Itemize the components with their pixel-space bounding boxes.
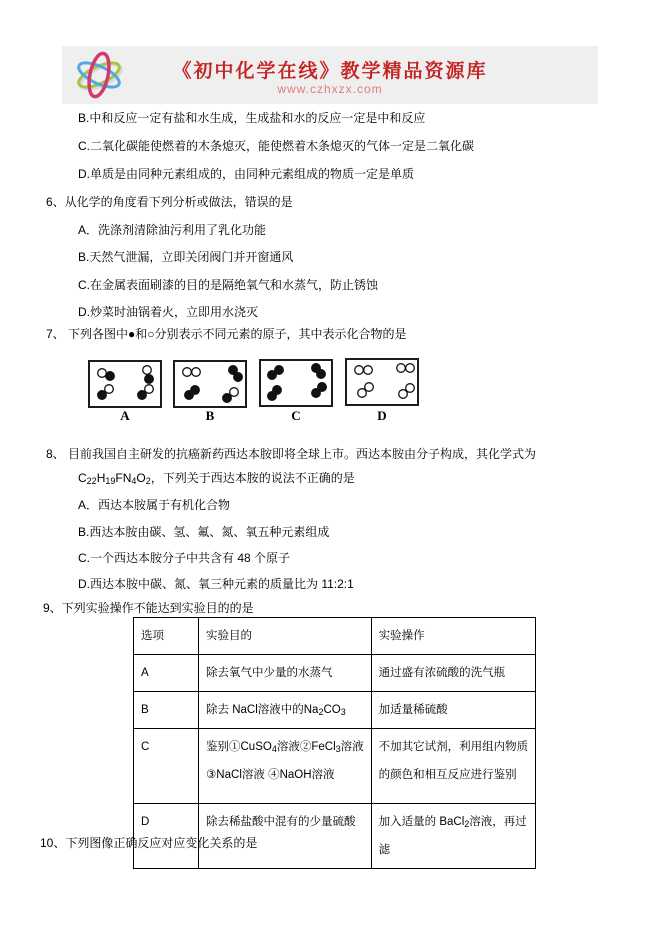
q6-option-b: B.天然气泄漏，立即关闭阀门并开窗通风	[78, 250, 294, 264]
q7-stem: 7、 下列各图中●和○分别表示不同元素的原子，其中表示化合物的是	[46, 327, 407, 341]
site-title: 《初中化学在线》教学精品资源库	[172, 61, 488, 82]
row-c-option: C	[134, 729, 199, 804]
q5-option-c: C.二氧化碳能使燃着的木条熄灭，能使燃着木条熄灭的气体一定是二氧化碳	[78, 139, 475, 153]
row-c-purpose: 鉴别①CuSO$_4$溶液②FeCl$_3$溶液 ③NaCl溶液 ④NaOH溶液	[199, 729, 372, 804]
q7-molecule-diagram-c	[259, 359, 333, 407]
q7-diagram-label-c: C	[291, 408, 301, 423]
q6-option-a: A．洗涤剂清除油污利用了乳化功能	[78, 223, 267, 237]
header-purpose: 实验目的	[199, 618, 372, 655]
q8-option-b: B.西达本胺由碳、氢、氟、氮、氧五种元素组成	[78, 525, 330, 539]
table-row	[134, 729, 536, 804]
site-url: www.czhxzx.com	[277, 82, 383, 96]
q7-diagram-label-b: B	[205, 408, 215, 423]
q6-option-c: C.在金属表面刷漆的目的是隔绝氧气和水蒸气，防止锈蚀	[78, 278, 379, 292]
q8-option-a: A．西达本胺属于有机化合物	[78, 498, 231, 512]
q5-option-d: D.单质是由同种元素组成的，由同种元素组成的物质一定是单质	[78, 167, 415, 181]
table-row	[134, 692, 536, 729]
q7-diagram-label-a: A	[120, 408, 130, 423]
row-a-operation: 通过盛有浓硫酸的洗气瓶	[371, 655, 536, 692]
q8-formula-line: $C_{22}H_{19}FN_4O_2$，下列关于西达本胺的说法不正确的是	[78, 471, 355, 486]
row-d-purpose: 除去稀盐酸中混有的少量硫酸	[199, 804, 372, 869]
row-d-operation: 加入适量的 BaCl$_2$溶液，再过 滤	[371, 804, 536, 869]
q9-stem: 9、下列实验操作不能达到实验目的的是	[43, 601, 254, 615]
row-b-option: B	[134, 692, 199, 729]
row-d-option: D	[134, 804, 199, 869]
header-option: 选项	[134, 618, 199, 655]
q5-option-b: B.中和反应一定有盐和水生成，生成盐和水的反应一定是中和反应	[78, 111, 426, 125]
row-c-operation: 不加其它试剂，利用组内物质 的颜色和相互反应进行鉴别	[371, 729, 536, 804]
row-b-operation: 加适量稀硫酸	[371, 692, 536, 729]
q9-experiment-table	[133, 617, 536, 869]
site-header-banner	[62, 46, 598, 104]
table-row	[134, 655, 536, 692]
row-a-option: A	[134, 655, 199, 692]
row-b-purpose: 除去 NaCl溶液中的$Na_2CO_3$	[199, 692, 372, 729]
q8-option-c: C.一个西达本胺分子中共含有 48 个原子	[78, 551, 291, 565]
q8-option-d: D.西达本胺中碳、氮、氧三种元素的质量比为 11:2:1	[78, 577, 354, 591]
q10-stem: 10、下列图像正确反应对应变化关系的是	[40, 836, 258, 850]
q7-molecule-diagram-b	[173, 360, 247, 408]
q7-molecule-diagram-a	[88, 360, 162, 408]
row-a-purpose: 除去氧气中少量的水蒸气	[199, 655, 372, 692]
q7-diagram-label-d: D	[377, 408, 387, 423]
table-header-row	[134, 618, 536, 655]
q6-stem: 6、从化学的角度看下列分析或做法，错误的是	[46, 195, 293, 209]
q6-option-d: D.炒菜时油锅着火，立即用水浇灭	[78, 305, 259, 319]
q8-stem: 8、 目前我国自主研发的抗癌新药西达本胺即将全球上市。西达本胺由分子构成，其化学式为	[46, 447, 537, 461]
q7-molecule-diagram-d	[345, 358, 419, 406]
header-operation: 实验操作	[371, 618, 536, 655]
